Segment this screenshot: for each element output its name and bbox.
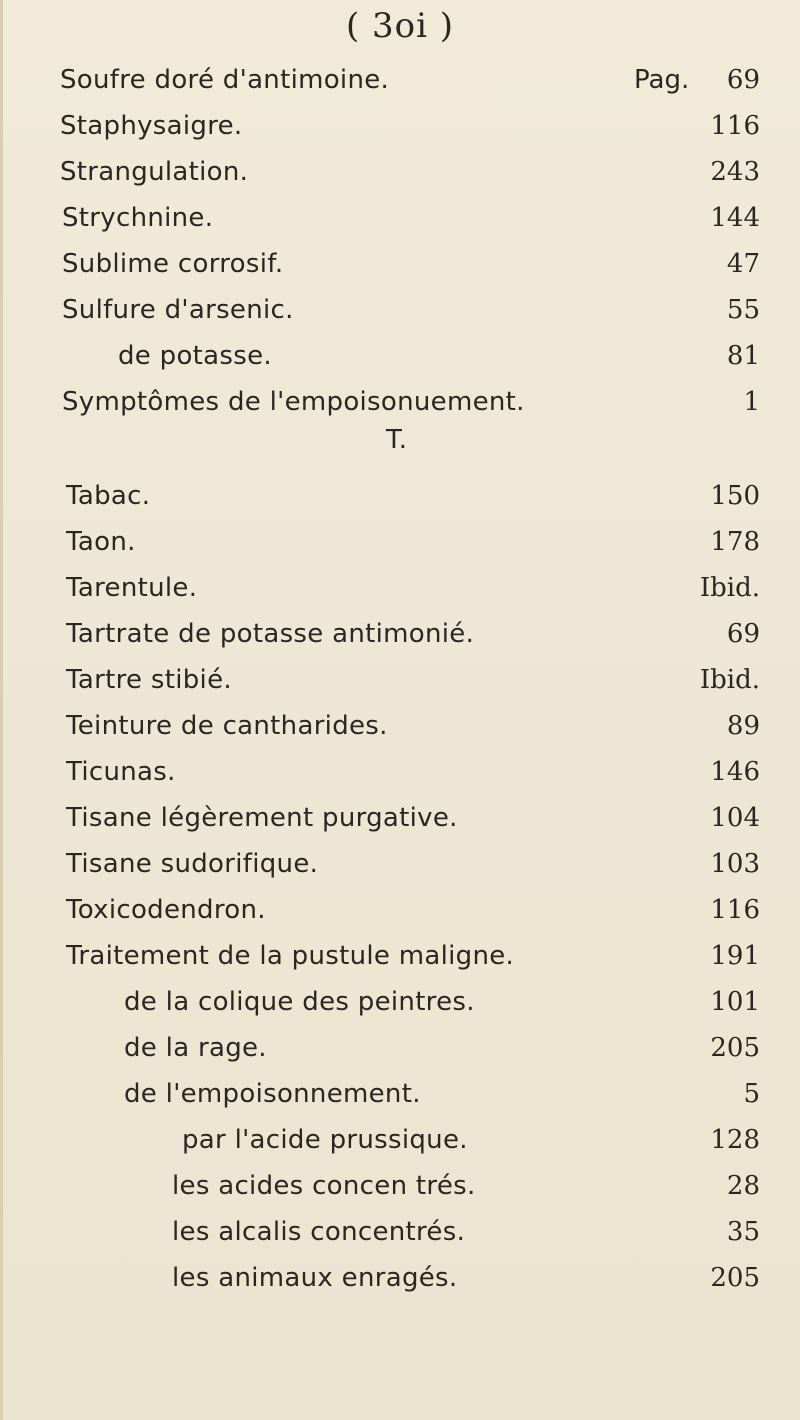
index-entry: [0, 844, 800, 888]
entry-page: 144: [710, 203, 760, 233]
entry-label: Ticunas.: [66, 757, 176, 787]
index-entry: [0, 614, 800, 658]
entry-page: 69: [726, 65, 760, 95]
index-entry: [0, 890, 800, 934]
entry-page: 55: [726, 295, 760, 325]
entry-page: 146: [710, 757, 760, 787]
entry-page: 191: [710, 941, 760, 971]
entry-page: 205: [710, 1263, 760, 1293]
page-number: ( 3oi ): [345, 6, 455, 46]
entry-label: Sulfure d'arsenic.: [62, 295, 294, 325]
entry-label: Taon.: [66, 527, 136, 557]
entry-page: 69: [726, 619, 760, 649]
index-entry: [0, 382, 800, 426]
entry-page: 150: [710, 481, 760, 511]
index-entry: [0, 660, 800, 704]
entry-page: 116: [710, 111, 760, 141]
index-entry: [0, 244, 800, 288]
index-entry: [0, 106, 800, 150]
entry-page: 5: [743, 1079, 760, 1109]
entry-page: 104: [710, 803, 760, 833]
index-entry: [0, 982, 800, 1026]
index-entry: [0, 152, 800, 196]
entry-label: les animaux enragés.: [172, 1263, 458, 1293]
entry-label: Toxicodendron.: [66, 895, 266, 925]
entry-label: Tisane légèrement purgative.: [66, 803, 458, 833]
entry-label: Symptômes de l'empoisonuement.: [62, 387, 525, 417]
entry-page: 205: [710, 1033, 760, 1063]
entry-label: Sublime corrosif.: [62, 249, 284, 279]
entry-label: Teinture de cantharides.: [66, 711, 388, 741]
entry-page: 178: [710, 527, 760, 557]
entry-page: 89: [726, 711, 760, 741]
index-entry: [0, 1212, 800, 1256]
entry-label: Tabac.: [66, 481, 151, 511]
entry-label: Strangulation.: [60, 157, 249, 187]
index-entry: [0, 936, 800, 980]
index-entry: [0, 752, 800, 796]
entry-label: les acides concen trés.: [172, 1171, 476, 1201]
entry-page: 101: [710, 987, 760, 1017]
entry-page: 35: [726, 1217, 760, 1247]
entry-label: Strychnine.: [62, 203, 214, 233]
index-entry: [0, 706, 800, 750]
index-entry: [0, 568, 800, 612]
entry-label: par l'acide prussique.: [182, 1125, 468, 1155]
entry-page: 47: [726, 249, 760, 279]
entry-label: de la colique des peintres.: [124, 987, 475, 1017]
entry-page: 28: [726, 1171, 760, 1201]
entry-label: Tarentule.: [66, 573, 198, 603]
entry-label: Tisane sudorifique.: [66, 849, 319, 879]
entry-label: de potasse.: [118, 341, 272, 371]
entry-page: 103: [710, 849, 760, 879]
index-entry: [0, 1074, 800, 1118]
index-entry: [0, 1166, 800, 1210]
entry-page: 128: [710, 1125, 760, 1155]
index-entry: [0, 336, 800, 380]
entry-label: Soufre doré d'antimoine.: [60, 65, 390, 95]
entry-label: de la rage.: [124, 1033, 267, 1063]
entry-page: 81: [726, 341, 760, 371]
index-entry: [0, 798, 800, 842]
entry-page: 1: [743, 387, 760, 417]
pag-label: Pag.: [634, 65, 690, 95]
index-entry: [0, 476, 800, 520]
entry-page: 243: [710, 157, 760, 187]
entry-label: Staphysaigre.: [60, 111, 243, 141]
entry-label: Tartrate de potasse antimonié.: [66, 619, 475, 649]
entry-label: les alcalis concentrés.: [172, 1217, 466, 1247]
index-entry: [0, 522, 800, 566]
entry-page: 116: [710, 895, 760, 925]
entry-label: de l'empoisonnement.: [124, 1079, 421, 1109]
entry-page: Ibid.: [699, 573, 760, 603]
index-entry: [0, 1028, 800, 1072]
index-entry: [0, 1258, 800, 1302]
entry-page: Ibid.: [699, 665, 760, 695]
entry-label: Traitement de la pustule maligne.: [66, 941, 515, 971]
section-letter: T.: [386, 425, 408, 455]
entry-label: Tartre stibié.: [66, 665, 232, 695]
index-entry: [0, 290, 800, 334]
index-entry: [0, 60, 800, 104]
index-entry: [0, 1120, 800, 1164]
index-entry: [0, 198, 800, 242]
